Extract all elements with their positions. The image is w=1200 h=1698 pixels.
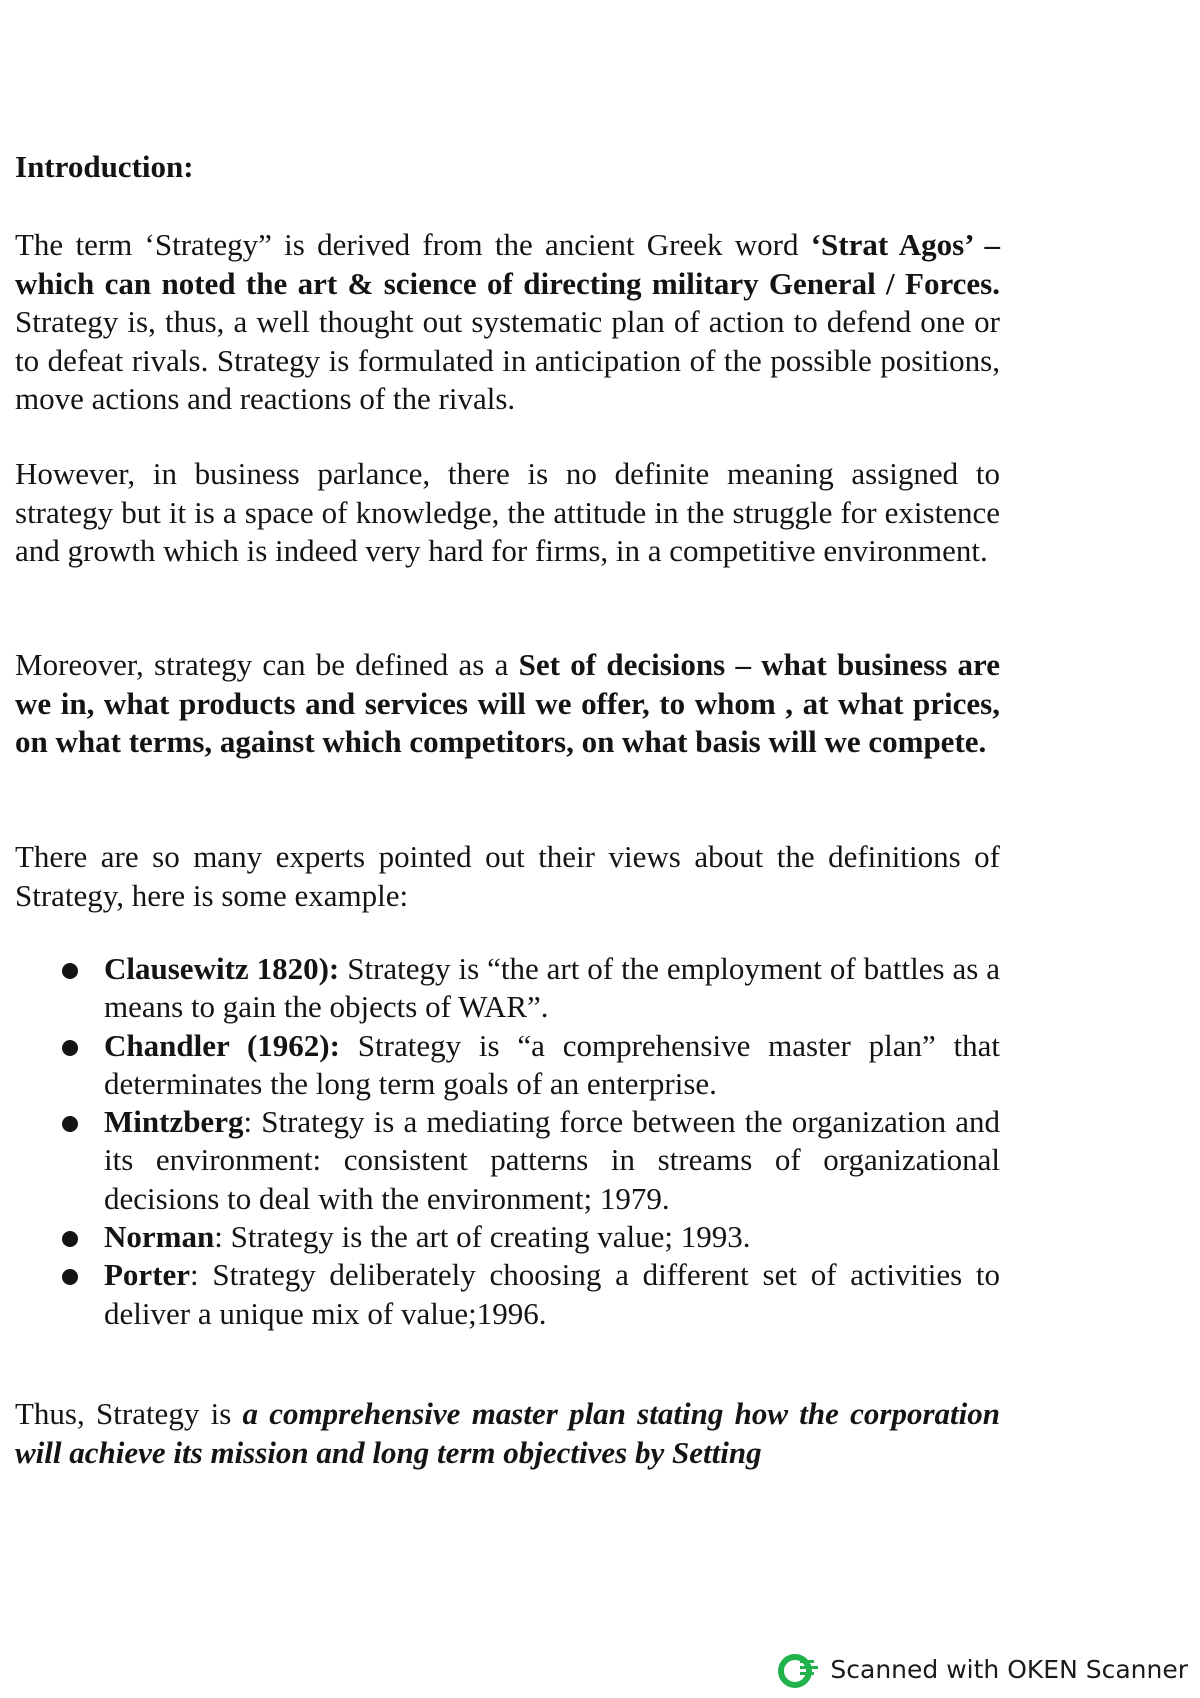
definition-author: Clausewitz 1820): bbox=[104, 951, 340, 986]
p1-text-a: The term ‘Strategy” is derived from the ancient Greek word bbox=[15, 227, 811, 262]
definition-item bbox=[15, 1256, 1000, 1333]
definition-author: Norman bbox=[104, 1219, 215, 1255]
bullet-icon bbox=[62, 1269, 78, 1285]
definition-item bbox=[15, 950, 1000, 1027]
bullet-icon bbox=[62, 1231, 78, 1247]
definition-author: Porter bbox=[104, 1257, 191, 1293]
paragraph-strategy-origin bbox=[15, 226, 1000, 419]
definition-text: Strategy is “a comprehensive master plan” that determinates the long term goals of an enterprise. bbox=[104, 1027, 1001, 1101]
paragraph-business-parlance: However, in business parlance, there is no definite meaning assigned to strategy but it is a space of knowledge, the attitude in the struggle for existence and growth which is indeed very hard for firms, in a competitive environment. bbox=[15, 456, 1000, 568]
p1-text-c: Strategy is, thus, a well thought out systematic plan of action to defend one or to defeat rivals. Strategy is formulated in anticipation of the possible positions, move actions and reactions of the rivals. bbox=[15, 304, 1000, 416]
paragraph-set-of-decisions bbox=[15, 646, 1000, 762]
oken-scanner-logo-icon bbox=[778, 1652, 818, 1686]
definition-item bbox=[15, 1027, 1000, 1104]
p3-bold-decisions: Set of decisions – what business are we in, what products and services will we offer, to whom , at what prices, on what terms, against which competitors, on what basis will we compete. bbox=[15, 647, 1001, 759]
scanner-watermark-text: Scanned with OKEN Scanner bbox=[830, 1654, 1188, 1684]
definition-text: : Strategy is a mediating force between the organization and its environment: consistent patterns in streams of organizational decisions to deal with the environment; 1979. bbox=[104, 1104, 1000, 1216]
section-heading: Introduction: bbox=[15, 149, 194, 184]
bullet-icon bbox=[62, 1040, 78, 1056]
definition-item bbox=[15, 1103, 1000, 1218]
definition-author: Chandler (1962): bbox=[104, 1027, 340, 1063]
definition-text: Strategy is “the art of the employment of battles as a means to gain the objects of WAR”. bbox=[104, 951, 1000, 1025]
p1-bold-definition: ‘Strat Agos’ –which can noted the art & science of directing military General / Forces. bbox=[15, 227, 1000, 301]
definitions-list bbox=[15, 950, 1000, 1333]
paragraph-conclusion bbox=[15, 1395, 1000, 1472]
scanner-watermark bbox=[778, 1652, 1188, 1686]
bullet-icon bbox=[62, 963, 78, 979]
bullet-icon bbox=[62, 1116, 78, 1132]
definition-text: : Strategy is the art of creating value; 1993. bbox=[214, 1219, 751, 1255]
p5-text-a: Thus, Strategy is bbox=[15, 1396, 243, 1431]
paragraph-experts-intro: There are so many experts pointed out their views about the definitions of Strategy, here is some example: bbox=[15, 839, 1000, 913]
definition-author: Mintzberg bbox=[104, 1104, 244, 1140]
definition-item bbox=[15, 1218, 1000, 1256]
definition-text: : Strategy deliberately choosing a different set of activities to deliver a unique mix of value;1996. bbox=[104, 1257, 1000, 1331]
p3-text-a: Moreover, strategy can be defined as a bbox=[15, 647, 519, 682]
p5-bold-italic-definition: a comprehensive master plan stating how the corporation will achieve its mission and long term objectives by Setting bbox=[15, 1396, 1000, 1470]
